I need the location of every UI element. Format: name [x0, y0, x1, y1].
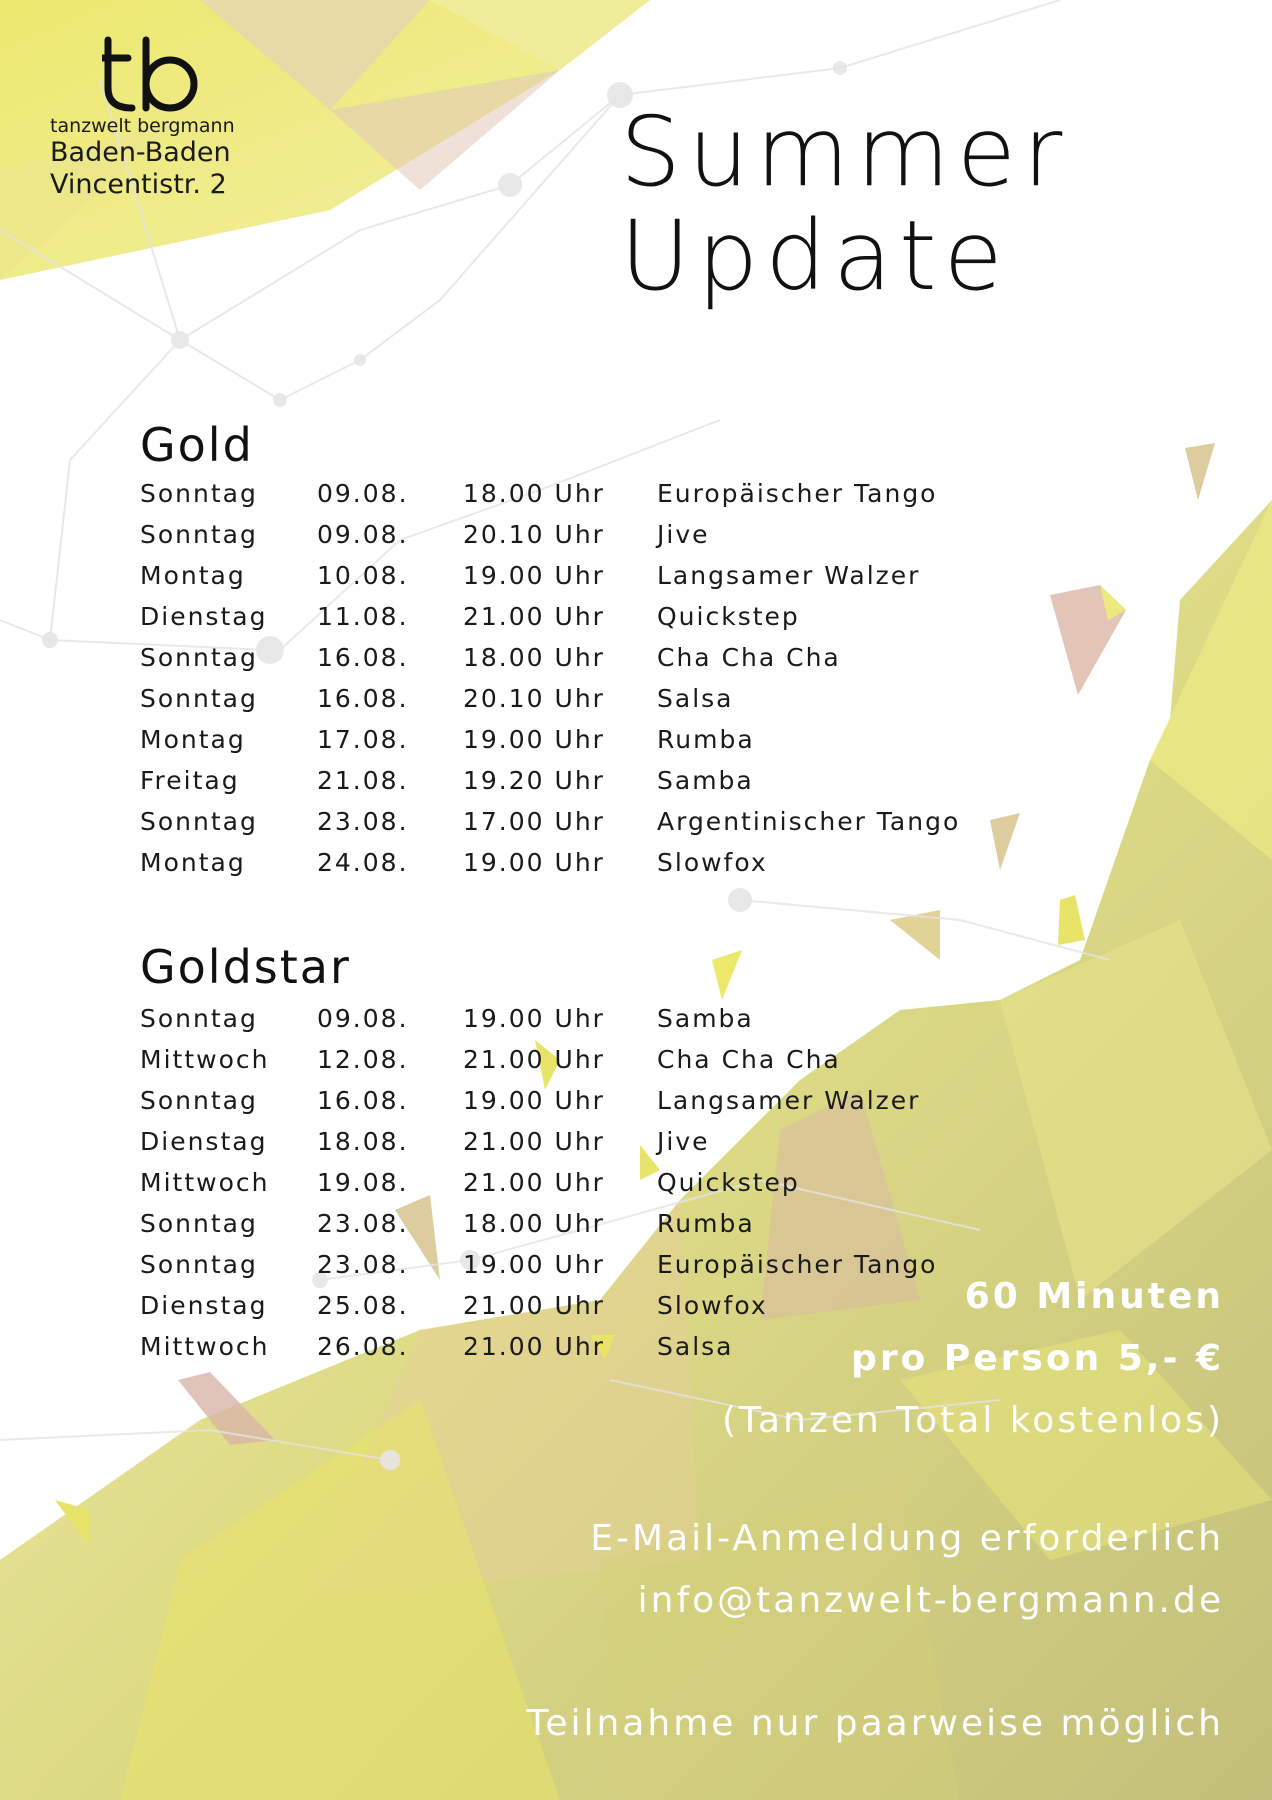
- row-time: 17.00 Uhr: [463, 807, 605, 836]
- price-text: pro Person 5,- €: [851, 1338, 1224, 1379]
- page-title: [620, 96, 1070, 312]
- row-day: Sonntag: [140, 643, 258, 672]
- row-day: Mittwoch: [140, 1045, 270, 1074]
- row-day: Dienstag: [140, 1291, 268, 1320]
- row-day: Montag: [140, 561, 246, 590]
- row-time: 19.20 Uhr: [463, 766, 605, 795]
- row-date: 17.08.: [317, 725, 409, 754]
- row-day: Sonntag: [140, 1004, 258, 1033]
- email-text[interactable]: info@tanzwelt-bergmann.de: [637, 1580, 1224, 1621]
- row-dance: Rumba: [657, 1209, 755, 1238]
- registration-block: [590, 1508, 1224, 1632]
- row-day: Mittwoch: [140, 1332, 270, 1361]
- row-date: 09.08.: [317, 1004, 409, 1033]
- row-time: 19.00 Uhr: [463, 1004, 605, 1033]
- row-time: 18.00 Uhr: [463, 1209, 605, 1238]
- goldstar-heading: Goldstar: [140, 940, 351, 994]
- row-date: 09.08.: [317, 479, 409, 508]
- row-date: 18.08.: [317, 1127, 409, 1156]
- row-day: Montag: [140, 725, 246, 754]
- row-time: 21.00 Uhr: [463, 1168, 605, 1197]
- row-dance: Slowfox: [657, 1291, 768, 1320]
- row-dance: Langsamer Walzer: [657, 1086, 921, 1115]
- row-date: 16.08.: [317, 643, 409, 672]
- row-day: Dienstag: [140, 602, 268, 631]
- row-time: 21.00 Uhr: [463, 1332, 605, 1361]
- logo-brand: tanzwelt bergmann: [50, 115, 235, 137]
- row-date: 21.08.: [317, 766, 409, 795]
- row-time: 21.00 Uhr: [463, 1291, 605, 1320]
- row-time: 19.00 Uhr: [463, 725, 605, 754]
- row-dance: Jive: [657, 520, 710, 549]
- title-line-2: Update: [620, 200, 1010, 312]
- row-dance: Jive: [657, 1127, 710, 1156]
- row-time: 20.10 Uhr: [463, 684, 605, 713]
- row-time: 20.10 Uhr: [463, 520, 605, 549]
- row-dance: Langsamer Walzer: [657, 561, 921, 590]
- row-time: 21.00 Uhr: [463, 602, 605, 631]
- row-day: Mittwoch: [140, 1168, 270, 1197]
- row-date: 23.08.: [317, 1209, 409, 1238]
- row-date: 11.08.: [317, 602, 409, 631]
- row-day: Sonntag: [140, 1086, 258, 1115]
- row-day: Freitag: [140, 766, 240, 795]
- logo-city: Baden-Baden: [50, 137, 231, 168]
- row-date: 09.08.: [317, 520, 409, 549]
- row-date: 26.08.: [317, 1332, 409, 1361]
- row-dance: Europäischer Tango: [657, 1250, 938, 1279]
- row-dance: Quickstep: [657, 1168, 800, 1197]
- row-time: 19.00 Uhr: [463, 561, 605, 590]
- row-dance: Argentinischer Tango: [657, 807, 961, 836]
- row-date: 24.08.: [317, 848, 409, 877]
- row-date: 23.08.: [317, 807, 409, 836]
- row-dance: Cha Cha Cha: [657, 643, 841, 672]
- row-dance: Salsa: [657, 684, 734, 713]
- duration-text: 60 Minuten: [964, 1276, 1224, 1317]
- logo-address: Vincentistr. 2: [50, 169, 227, 200]
- participation-text: Teilnahme nur paarweise möglich: [526, 1703, 1224, 1744]
- row-date: 16.08.: [317, 684, 409, 713]
- row-day: Sonntag: [140, 520, 258, 549]
- title-line-1: Summer: [620, 96, 1070, 208]
- row-time: 18.00 Uhr: [463, 479, 605, 508]
- row-dance: Quickstep: [657, 602, 800, 631]
- registration-text: E-Mail-Anmeldung erforderlich: [590, 1518, 1224, 1559]
- row-day: Dienstag: [140, 1127, 268, 1156]
- row-date: 10.08.: [317, 561, 409, 590]
- free-note-text: (Tanzen Total kostenlos): [721, 1400, 1224, 1441]
- logo-text: [50, 115, 235, 201]
- row-day: Montag: [140, 848, 246, 877]
- row-dance: Salsa: [657, 1332, 734, 1361]
- row-time: 19.00 Uhr: [463, 848, 605, 877]
- row-date: 12.08.: [317, 1045, 409, 1074]
- row-day: Sonntag: [140, 807, 258, 836]
- row-time: 21.00 Uhr: [463, 1045, 605, 1074]
- row-date: 16.08.: [317, 1086, 409, 1115]
- tb-logo-mark: [102, 36, 206, 112]
- row-dance: Rumba: [657, 725, 755, 754]
- row-date: 25.08.: [317, 1291, 409, 1320]
- row-time: 19.00 Uhr: [463, 1086, 605, 1115]
- row-day: Sonntag: [140, 479, 258, 508]
- row-dance: Samba: [657, 1004, 754, 1033]
- row-dance: Cha Cha Cha: [657, 1045, 841, 1074]
- row-time: 21.00 Uhr: [463, 1127, 605, 1156]
- row-day: Sonntag: [140, 1250, 258, 1279]
- row-dance: Europäischer Tango: [657, 479, 938, 508]
- row-day: Sonntag: [140, 1209, 258, 1238]
- info-block: [722, 1266, 1224, 1452]
- row-dance: Samba: [657, 766, 754, 795]
- participation-block: [526, 1693, 1224, 1755]
- row-date: 19.08.: [317, 1168, 409, 1197]
- row-time: 18.00 Uhr: [463, 643, 605, 672]
- row-day: Sonntag: [140, 684, 258, 713]
- row-time: 19.00 Uhr: [463, 1250, 605, 1279]
- row-date: 23.08.: [317, 1250, 409, 1279]
- row-dance: Slowfox: [657, 848, 768, 877]
- gold-heading: Gold: [140, 418, 254, 472]
